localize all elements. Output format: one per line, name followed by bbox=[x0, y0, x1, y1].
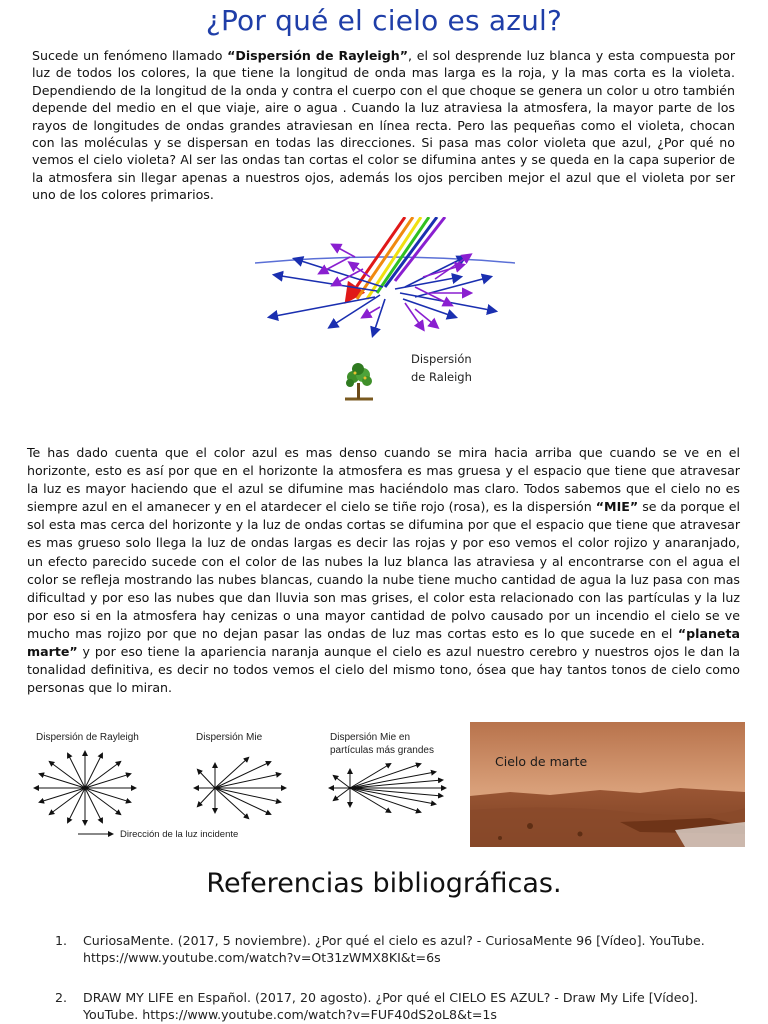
scattering-patterns-diagram bbox=[20, 726, 465, 846]
mie-large-pattern bbox=[330, 764, 445, 812]
page-title: ¿Por qué el cielo es azul? bbox=[205, 4, 563, 37]
label-mie: Dispersión Mie bbox=[196, 732, 263, 743]
reference-number: 1. bbox=[55, 933, 68, 948]
references-title: Referencias bibliográficas. bbox=[206, 868, 562, 899]
label-mie-large-2: partículas más grandes bbox=[330, 745, 434, 756]
p1-text-post: , el sol desprende luz blanca y esta compuesta por luz de todos los colores, la que tiene la longitud de onda mas larga es la roja, y la mas corta es la violeta. Dependiendo de la longitud de la onda y contra el cuerpo con el que choque se genera un color u otro también depende del medio en el que viaje, aire o agua . Cuando la luz atraviesa la atmosfera, la mayor parte de los rayos de longitudes de ondas grandes atraviesan en línea recta. Pero las pequeñas como el violeta, chocan con las moléculas y se dispersan en todas las direcciones. Si pasa mas color violeta que azul, ¿Por qué no vemos el cielo violeta? Al ser las ondas tan cortas el color se difumina antes y se queda en la capa superior de la atmosfera sin llegar apenas a nuestros ojos, además los ojos perciben mejor el azul que el violeta por ser uno de los colores primarios. bbox=[32, 48, 735, 203]
reference-text: CuriosaMente. (2017, 5 noviembre). ¿Por qué el cielo es azul? - CuriosaMente 96 [Vídeo]. YouTube. https://www.youtube.com/watch?v=Ot31zWMX8KI&t=6s bbox=[83, 933, 705, 965]
rayleigh-diagram bbox=[255, 217, 515, 413]
p1-bold-term: “Dispersión de Rayleigh” bbox=[227, 48, 409, 63]
paragraph-rayleigh bbox=[32, 47, 735, 204]
mars-label: Cielo de marte bbox=[495, 754, 588, 769]
mars-landscape-image bbox=[470, 722, 745, 847]
p1-text-pre: Sucede un fenómeno llamado bbox=[32, 48, 228, 63]
p2-text-2: se da porque el sol esta mas cerca del horizonte y la luz de ondas cortas se difumina por que el espacio que tiene que atravesar es mas grueso solo llega la luz de ondas largas es decir las rojas y por eso vemos el color rojizo y anaranjado, un efecto parecido sucede con el color de las nubes la luz blanca las atraviesa y al encontrarse con el agua el color se refleja mostrando las nubes blancas, cuando la nube tiene mucho cantidad de agua la luz pasa con mas dificultad y por eso las nubes que dan lluvia son mas grises, el color esta relacionado con las partículas y la luz por eso si en la atmosfera hay cenizas o una mayor cantidad de polvo causado por un incendio el cielo se ve mucho mas rojizo por que no dejan pasar las ondas de luz mas cortas esto es lo que sucede en el bbox=[27, 499, 740, 641]
label-rayleigh: Dispersión de Rayleigh bbox=[36, 732, 139, 743]
mie-pattern bbox=[195, 758, 285, 818]
reference-text: DRAW MY LIFE en Español. (2017, 20 agosto). ¿Por qué el CIELO ES AZUL? - Draw My Life [Vídeo]. YouTube. https://www.youtube.com/watch?v=FUF40dS2oL8&t=1s bbox=[83, 990, 699, 1022]
rayleigh-pattern bbox=[35, 752, 135, 824]
fig1-label-1: Dispersión bbox=[411, 352, 472, 366]
label-direction: Dirección de la luz incidente bbox=[120, 829, 239, 840]
reference-number: 2. bbox=[55, 990, 68, 1005]
p2-bold-mars: “planeta marte” bbox=[27, 625, 740, 660]
p2-text-3: y por eso tiene la apariencia naranja aunque el cielo es azul nuestro cerebro y nuestros ojos le dan la tonalidad definitiva, es decir no todos vemos el cielo del mismo tono, ósea que hay tantos tonos de cielo como personas que lo miran. bbox=[27, 644, 740, 696]
label-mie-large-1: Dispersión Mie en bbox=[330, 732, 411, 743]
p2-text-1: Te has dado cuenta que el color azul es mas denso cuando se mira hacia arriba que cuando se ve en el horizonte, esto es así por que en el horizonte la atmosfera es mas gruesa y el espacio que tiene que atravesar la luz es mayor haciendo que el azul se difumine mas haciéndolo mas claro. Todos sabemos que el cielo no es siempre azul en el amanecer y en el atardecer el cielo se tiñe rojo (rosa), es la dispersión bbox=[27, 445, 740, 515]
paragraph-mie bbox=[27, 444, 740, 697]
mars-sky-photo bbox=[470, 722, 745, 847]
p2-bold-mie: “MIE” bbox=[595, 499, 639, 515]
fig1-label-2: de Raleigh bbox=[411, 370, 472, 384]
